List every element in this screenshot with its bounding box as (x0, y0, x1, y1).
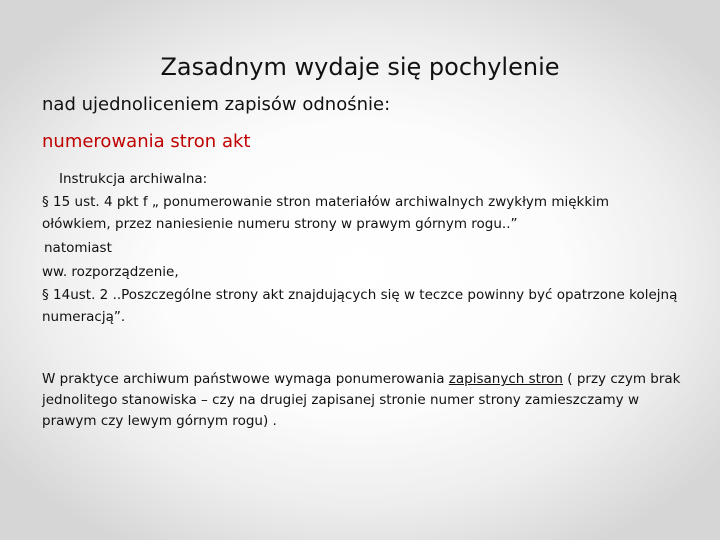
slide-title: Zasadnym wydaje się pochylenie (160, 53, 560, 81)
instruction-text: § 15 ust. 4 pkt f „ ponumerowanie stron materiałów archiwalnych zwykłym miękkim ołówkiem, przez naniesienie numeru strony w prawym górnym rogu..” (42, 194, 610, 232)
instruction-label: Instrukcja archiwalna: (59, 171, 208, 187)
regulation-text: § 14ust. 2 ..Poszczególne strony akt znajdujących się w teczce powinny być opatrzone kolejną numeracją”. (42, 287, 678, 325)
intro-line: nad ujednoliceniem zapisów odnośnie: (42, 94, 391, 115)
regulation-label: ww. rozporządzenie, (42, 264, 179, 280)
subject-line: numerowania stron akt (42, 131, 251, 152)
practice-paragraph (42, 369, 682, 432)
natomiast-text: natomiast (44, 240, 112, 256)
quotes-block (42, 167, 682, 328)
practice-text-after: ( przy czym brak jednolitego stanowiska – czy na drugiej zapisanej stronie numer strony zamieszczamy w prawym czy lewym górnym rogu) . (42, 371, 681, 429)
practice-underlined-text: zapisanych stron (448, 371, 563, 387)
practice-text-before: W praktyce archiwum państwowe wymaga ponumerowania (42, 371, 449, 387)
